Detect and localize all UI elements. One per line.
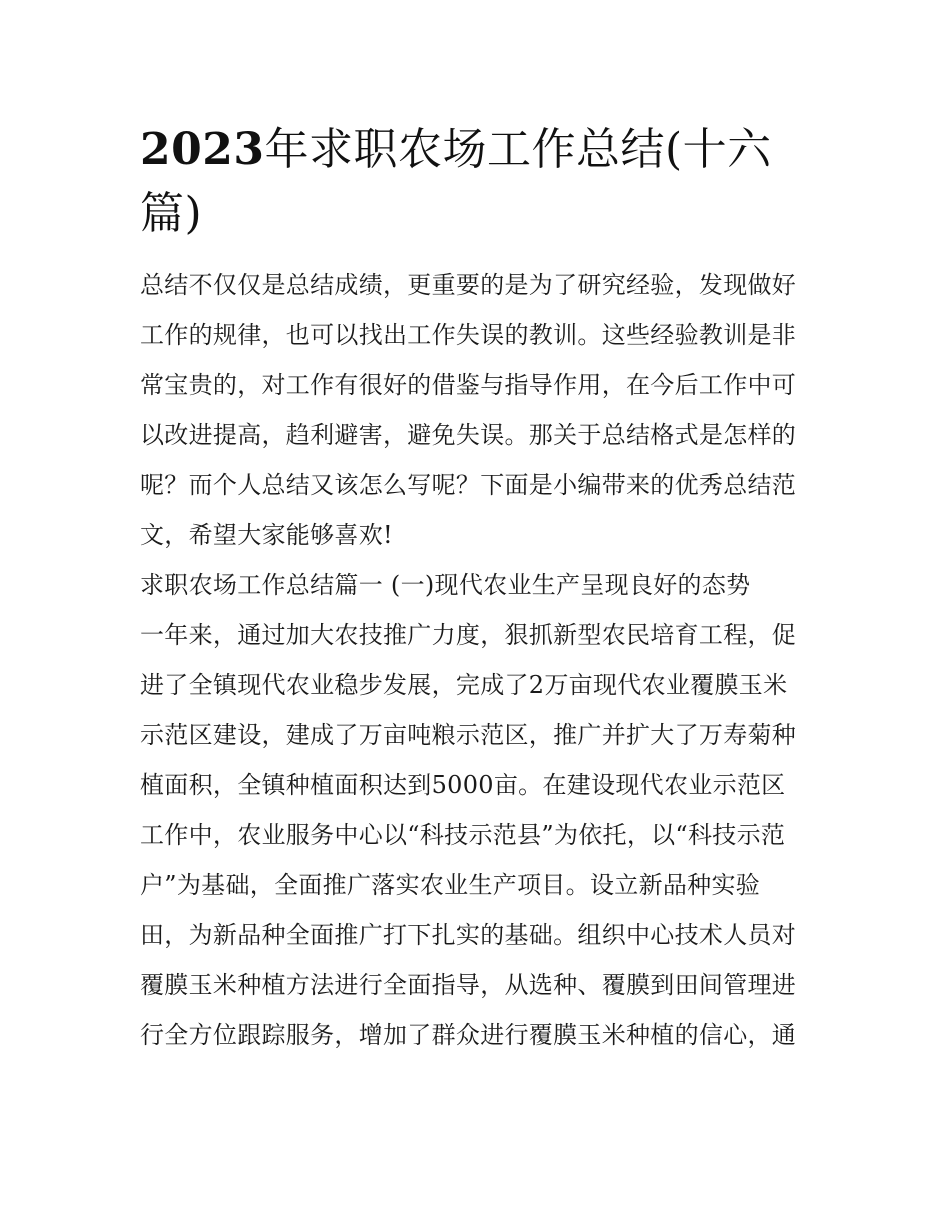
paragraph-line: 田，为新品种全面推广打下扎实的基础。组织中心技术人员对 [140,921,797,949]
paragraph-line: 以改进提高，趋利避害，避免失误。那关于总结格式是怎样的 [140,421,797,449]
paragraph-line: 覆膜玉米种植方法进行全面指导，从选种、覆膜到田间管理进 [140,971,797,999]
paragraph-line: 呢？而个人总结又该怎么写呢？下面是小编带来的优秀总结范 [140,471,797,499]
title-year: 2023 [140,124,265,175]
paragraph-line: 文，希望大家能够喜欢! [140,521,393,549]
paragraph-line: 工作的规律，也可以找出工作失误的教训。这些经验教训是非 [140,321,797,349]
paragraph-line: 行全方位跟踪服务，增加了群众进行覆膜玉米种植的信心，通 [140,1021,797,1049]
paragraph-line: 示范区建设，建成了万亩吨粮示范区，推广并扩大了万寿菊种 [140,721,797,749]
paragraph-line: 工作中，农业服务中心以“科技示范县”为依托，以“科技示范 [140,821,786,849]
section-heading-line: 求职农场工作总结篇一 (一)现代农业生产呈现良好的态势 [140,571,751,599]
paragraph-line: 户”为基础，全面推广落实农业生产项目。设立新品种实验 [140,871,761,899]
document-body [140,118,812,1060]
paragraph-line: 一年来，通过加大农技推广力度，狠抓新型农民培育工程，促 [140,621,797,649]
document-title [140,118,812,246]
paragraph-line: 常宝贵的，对工作有很好的借鉴与指导作用，在今后工作中可 [140,371,797,399]
paragraph-line: 进了全镇现代农业稳步发展，完成了2万亩现代农业覆膜玉米 [140,671,788,699]
paragraph-line: 植面积，全镇种植面积达到5000亩。在建设现代农业示范区 [140,771,786,799]
paragraph-line: 总结不仅仅是总结成绩，更重要的是为了研究经验，发现做好 [140,271,797,299]
title-text: 年求职农场工作总结(十六篇) [140,124,772,239]
